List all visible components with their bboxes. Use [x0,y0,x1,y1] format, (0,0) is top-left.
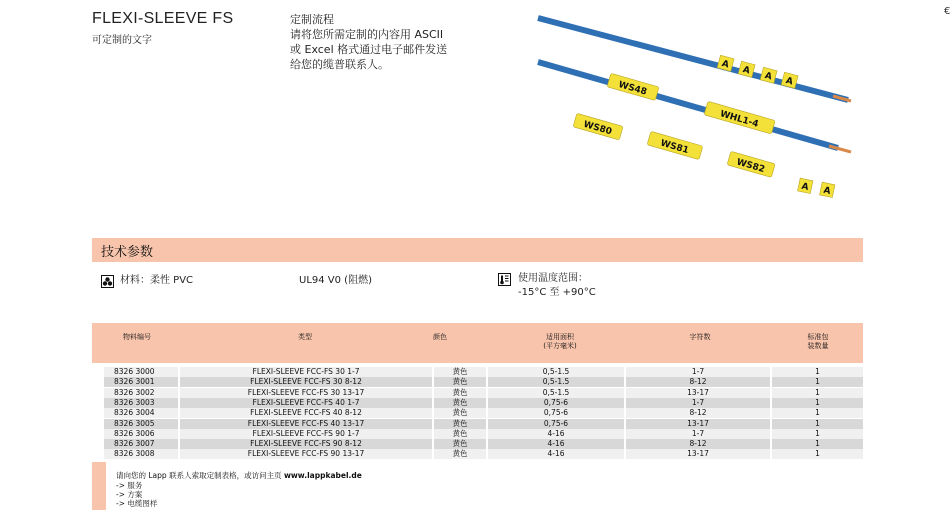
cell-type: FLEXI-SLEEVE FCC-FS 40 8-12 [250,408,362,418]
cell-type: FLEXI-SLEEVE FCC-FS 40 13-17 [247,418,365,428]
website-link[interactable]: www.lappkabel.de [283,471,362,480]
process-line: 或 Excel 格式通过电子邮件发送 [290,43,448,56]
cell-chars: 1-7 [691,367,705,376]
cell-type: FLEXI-SLEEVE FCC-FS 30 1-7 [252,367,360,376]
cell-pack: 1 [815,387,820,397]
material-icon [101,275,114,288]
footnote-item: -> 电缆图样 [116,499,158,508]
sleeve-label: A [720,59,730,71]
sleeve-ws81 [647,131,703,159]
column-divider [178,367,180,460]
footnote-intro-text: 请向您的 Lapp 联系人索取定制表格，或访问主页 [116,471,284,480]
cell-pack: 1 [815,397,820,407]
col-header-color: 颜色 [433,333,447,341]
cell-pack: 1 [815,449,820,459]
sleeve-whl [704,101,775,134]
cell-area: 0,75-6 [543,408,569,418]
temperature-text [518,272,596,300]
table-row [104,408,863,418]
cell-article: 8326 3000 [114,367,155,376]
temperature-label: 使用温度范围： [518,273,588,284]
process-line: 请将您所需定制的内容用 ASCII [290,28,444,41]
product-subtitle: 可定制的文字 [92,35,152,46]
footnote-item: -> 方案 [116,490,143,499]
cell-type: FLEXI-SLEEVE FCC-FS 90 1-7 [252,428,360,438]
table-row [104,388,863,398]
sleeve-label: WHL1-4 [718,109,760,130]
flammability-text: UL94 V0 (阻燃) [299,275,372,286]
cell-area: 4-16 [547,428,565,438]
cell-article: 8326 3006 [114,428,155,438]
cell-type: FLEXI-SLEEVE FCC-FS 90 13-17 [247,449,365,459]
cell-pack: 1 [815,367,820,376]
process-line: 给您的缆普联系人。 [290,58,389,71]
cell-color: 黄色 [452,439,468,449]
table-row [104,429,863,439]
sleeve-label: WS80 [582,119,613,138]
col-header-area: 适用面积 (平方毫米) [543,333,577,350]
cell-pack: 1 [815,418,820,428]
cell-chars: 13-17 [687,387,709,397]
cell-area: 0,5-1.5 [542,367,570,376]
cell-pack: 1 [815,428,820,438]
cell-color: 黄色 [452,377,468,387]
sleeve-a-2 [738,61,755,77]
cell-pack: 1 [815,377,820,387]
sleeve-a-6 [820,182,835,197]
cell-type: FLEXI-SLEEVE FCC-FS 90 8-12 [250,439,362,449]
footnote-intro [116,470,362,481]
cell-chars: 13-17 [687,418,709,428]
material-text: 材料：柔性 PVC [120,275,194,286]
column-divider [486,367,488,460]
table-row [104,377,863,387]
sleeve-a-3 [760,67,777,83]
cell-type: FLEXI-SLEEVE FCC-FS 30 13-17 [247,387,365,397]
temperature-value: -15°C 至 +90°C [518,287,596,298]
cell-area: 0,5-1.5 [542,377,570,387]
cell-article: 8326 3004 [114,408,155,418]
cell-pack: 1 [815,439,820,449]
table-row [104,439,863,449]
cell-article: 8326 3005 [114,418,155,428]
sleeve-ws48 [607,73,659,100]
col-header-chars: 字符数 [689,333,711,341]
sleeve-ws80 [573,113,623,140]
table-row [104,449,863,459]
column-divider [432,367,434,460]
cell-article: 8326 3003 [114,397,155,407]
cell-type: FLEXI-SLEEVE FCC-FS 40 1-7 [252,397,360,407]
corner-glyph: € [944,6,951,17]
cell-color: 黄色 [452,397,468,407]
cell-color: 黄色 [452,418,468,428]
sleeve-label: A [822,185,832,197]
cell-color: 黄色 [452,428,468,438]
sleeve-label: A [763,71,773,83]
sleeve-ws82 [727,151,775,177]
col-header-type: 类型 [298,333,312,341]
cell-area: 4-16 [547,449,565,459]
table-row [104,398,863,408]
cell-chars: 8-12 [689,377,707,387]
sleeve-label: WS82 [735,157,766,176]
col-header-article: 物料编号 [123,333,151,341]
column-divider [624,367,626,460]
footnote-item: -> 服务 [116,481,143,490]
table-header [92,323,863,363]
sleeve-label: A [800,181,810,193]
sleeve-label: A [784,76,794,88]
cell-article: 8326 3007 [114,439,155,449]
product-photo [533,10,853,210]
cell-chars: 1-7 [691,397,705,407]
temperature-icon [498,273,511,286]
cell-area: 0,75-6 [543,418,569,428]
product-title: FLEXI-SLEEVE FS [92,10,234,27]
custom-process [290,12,480,72]
table-row [104,367,863,377]
cell-chars: 1-7 [691,428,705,438]
cell-area: 0,75-6 [543,397,569,407]
sleeve-label: WS48 [617,80,648,98]
footnote-band [92,462,106,510]
cell-chars: 13-17 [687,449,709,459]
section-title: 技术参数 [101,245,154,260]
cell-color: 黄色 [452,408,468,418]
cell-pack: 1 [815,408,820,418]
sleeve-label: WS81 [659,138,690,157]
column-divider [770,367,772,460]
process-heading: 定制流程 [290,13,334,26]
sleeve-a-5 [798,178,813,193]
cell-article: 8326 3008 [114,449,155,459]
cell-color: 黄色 [452,449,468,459]
cell-chars: 8-12 [689,408,707,418]
sleeve-label: A [741,65,751,77]
cell-area: 0,5-1.5 [542,387,570,397]
table-row [104,419,863,429]
cell-chars: 8-12 [689,439,707,449]
section-bar [92,238,863,262]
cell-article: 8326 3002 [114,387,155,397]
col-header-pack: 标准包 装数量 [807,333,829,350]
cell-color: 黄色 [452,387,468,397]
cell-article: 8326 3001 [114,377,155,387]
wire-upper [538,18,848,100]
cell-area: 4-16 [547,439,565,449]
cell-type: FLEXI-SLEEVE FCC-FS 30 8-12 [250,377,362,387]
cell-color: 黄色 [452,367,468,376]
